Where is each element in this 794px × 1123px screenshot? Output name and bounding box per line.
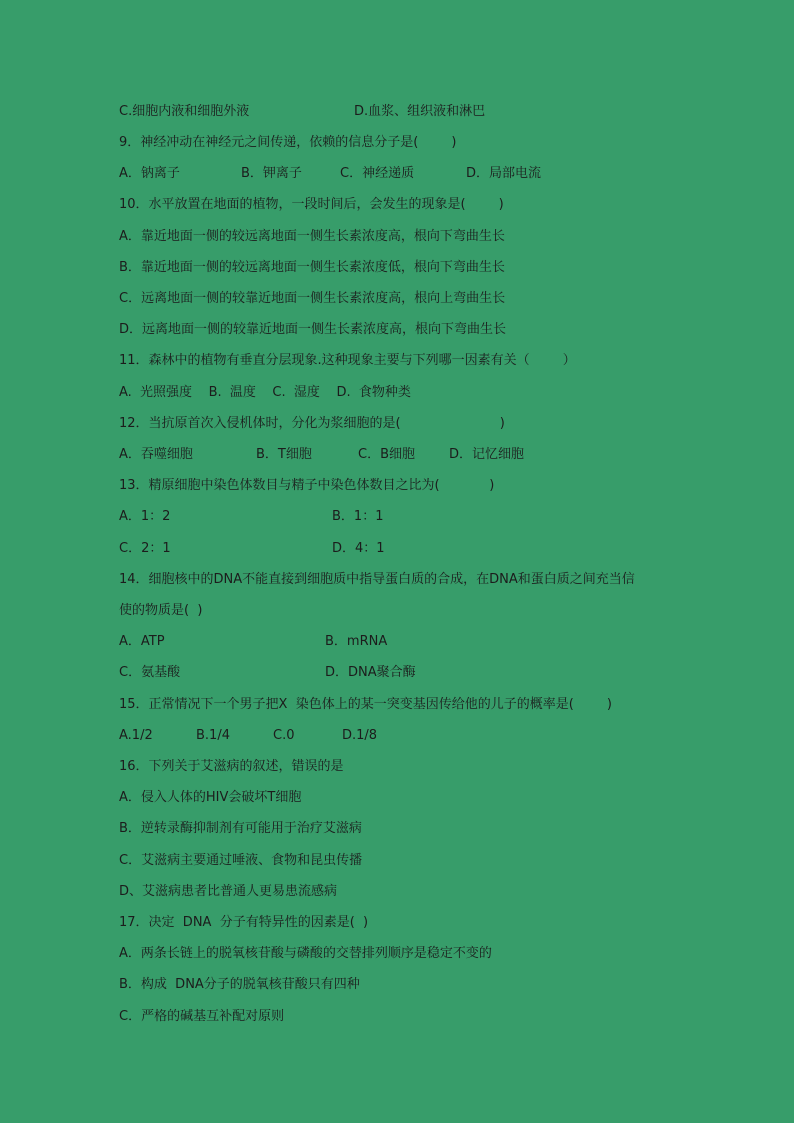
q17-option-c: C．严格的碱基互补配对原则 [119,1009,285,1024]
q8-option-c: C.细胞内液和细胞外液 [119,104,250,119]
q14-option-b: B．mRNA [325,634,388,649]
q15-option-d: D.1/8 [342,728,378,743]
q13-option-a: A．1：2 [119,509,171,524]
q13-stem: 13．精原细胞中染色体数目与精子中染色体数目之比为( ) [119,478,495,493]
q16-option-a: A．侵入人体的HIV会破坏T细胞 [119,790,302,805]
q9-stem: 9．神经冲动在神经元之间传递，依赖的信息分子是( ) [119,135,457,150]
q15-stem: 15．正常情况下一个男子把X 染色体上的某一突变基因传给他的儿子的概率是( ) [119,697,612,712]
q17-stem: 17．决定 DNA 分子有特异性的因素是( ) [119,915,369,930]
q11-options: A. 光照强度 B. 温度 C. 湿度 D. 食物种类 [119,385,411,400]
q16-option-c: C．艾滋病主要通过唾液、食物和昆虫传播 [119,853,363,868]
q15-option-c: C.0 [273,728,295,743]
q10-stem: 10．水平放置在地面的植物，一段时间后，会发生的现象是( ) [119,197,504,212]
q16-option-d: D、艾滋病患者比普通人更易患流感病 [119,884,338,899]
q12-option-c: C．B细胞 [358,447,415,462]
q9-option-d: D．局部电流 [466,166,542,181]
q9-option-b: B．钾离子 [241,166,302,181]
q11-stem: 11．森林中的植物有垂直分层现象.这种现象主要与下列哪一因素有关（ ） [119,353,576,368]
q17-option-a: A．两条长链上的脱氧核苷酸与磷酸的交替排列顺序是稳定不变的 [119,946,492,961]
q13-option-c: C．2：1 [119,541,171,556]
q16-option-b: B．逆转录酶抑制剂有可能用于治疗艾滋病 [119,821,362,836]
q15-option-b: B.1/4 [196,728,230,743]
q10-option-d: D．远离地面一侧的较靠近地面一侧生长素浓度高，根向下弯曲生长 [119,322,507,337]
q17-option-b: B．构成 DNA分子的脱氧核苷酸只有四种 [119,977,360,992]
q8-option-d: D.血浆、组织液和淋巴 [354,104,486,119]
q10-option-a: A．靠近地面一侧的较远离地面一侧生长素浓度高，根向下弯曲生长 [119,229,505,244]
q14-stem-line2: 使的物质是( ) [119,603,203,618]
q12-option-b: B．T细胞 [256,447,312,462]
q12-stem: 12．当抗原首次入侵机体时，分化为浆细胞的是( ) [119,416,505,431]
q13-option-d: D．4：1 [332,541,385,556]
q16-stem: 16．下列关于艾滋病的叙述，错误的是 [119,759,344,774]
q15-option-a: A.1/2 [119,728,153,743]
q9-option-c: C．神经递质 [340,166,415,181]
q10-option-b: B．靠近地面一侧的较远离地面一侧生长素浓度低，根向下弯曲生长 [119,260,505,275]
q14-option-d: D．DNA聚合酶 [325,665,416,680]
q12-option-a: A．吞噬细胞 [119,447,193,462]
q12-option-d: D．记忆细胞 [449,447,525,462]
q9-option-a: A．钠离子 [119,166,180,181]
q13-option-b: B．1：1 [332,509,384,524]
q10-option-c: C．远离地面一侧的较靠近地面一侧生长素浓度高，根向上弯曲生长 [119,291,506,306]
q14-stem-line1: 14．细胞核中的DNA不能直接到细胞质中指导蛋白质的合成，在DNA和蛋白质之间充当信 [119,572,635,587]
q14-option-a: A．ATP [119,634,165,649]
q14-option-c: C．氨基酸 [119,665,181,680]
